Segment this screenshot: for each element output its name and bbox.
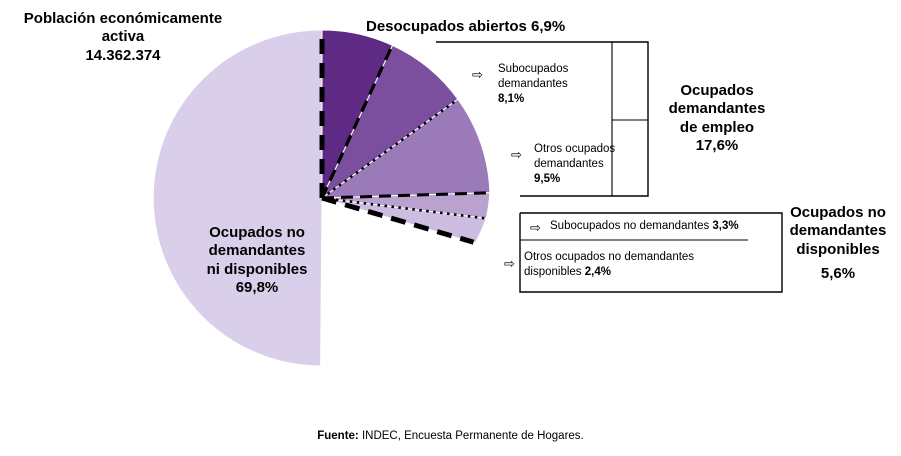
label-ocupados-no-demandantes-ni-disponibles [182,224,332,297]
line-2: demandantes [498,78,568,91]
label-desocupados-abiertos: Desocupados abiertos 6,9% [366,18,566,35]
line-3: ni disponibles [206,260,308,278]
label-subocupados-demandantes [498,62,618,108]
value: 9,5% [534,173,561,186]
source-label: Fuente: [317,430,359,442]
source-note [0,430,901,442]
line-2: demandantes [534,158,604,171]
value: 17,6% [695,136,739,154]
arrow-right-icon: ⇨ [511,147,522,162]
line-1: Ocupados no [790,204,886,221]
source-text: INDEC, Encuesta Permanente de Hogares. [358,430,584,442]
value: 69,8% [235,278,279,296]
arrow-right-icon: ⇨ [530,220,541,235]
value: 5,6% [820,264,856,282]
label-ocupados-no-demandantes-disponibles [778,204,898,283]
pea-title: Población económicamente activa [23,10,223,46]
text: disponibles [524,266,585,279]
label-ocupados-demandantes-de-empleo [652,82,782,155]
value: 2,4% [584,266,611,279]
label-otros-ocupados-demandantes [534,142,654,188]
value: 8,1% [498,93,525,106]
text: Subocupados no demandantes [550,220,713,232]
line-3: de empleo [679,118,755,136]
line-1: Otros ocupados no demandantes [524,251,695,263]
arrow-right-icon: ⇨ [472,67,483,82]
label-poblacion-economicamente-activa [8,10,238,65]
line-2 [524,265,749,280]
arrow-right-icon: ⇨ [504,256,515,271]
label-subocupados-no-demandantes [550,219,780,234]
line-1: Ocupados no [209,224,305,241]
line-1: Otros ocupados [534,143,616,155]
line-2: demandantes [208,242,306,260]
line-1: Subocupados [498,63,569,75]
label-otros-ocupados-no-demandantes-disponibles [524,250,749,280]
pea-value: 14.362.374 [85,46,161,64]
line-2: demandantes [789,222,887,240]
line-3: disponibles [796,240,880,258]
line-1: Ocupados [680,82,754,99]
line-2: demandantes [668,100,766,118]
value: 3,3% [712,220,739,232]
